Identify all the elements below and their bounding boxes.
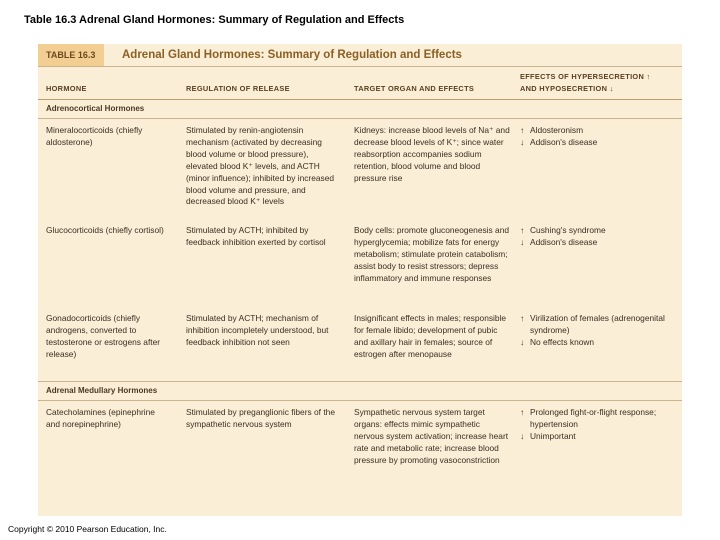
hyposecretion-effect: Addison's disease xyxy=(530,236,598,247)
cell-target: Kidneys: increase blood levels of Na⁺ and decrease blood levels of K⁺; since water reabsorption accompanies sodium retention, blood volume and blood pressure rise xyxy=(354,125,510,183)
column-header-effects-hypo: AND HYPOSECRETION ↓ xyxy=(520,84,614,93)
column-header-effects-hyper: EFFECTS OF HYPERSECRETION ↑ xyxy=(520,72,651,81)
cell-target: Body cells: promote gluconeogenesis and hyperglycemia; mobilize fats for energy metabolism; stimulate protein catabolism; assist body to resist stressors; depress inflammatory and immune responses xyxy=(354,225,510,283)
table-title: Adrenal Gland Hormones: Summary of Regulation and Effects xyxy=(122,49,462,61)
cell-effects xyxy=(520,125,680,149)
section-header-medullary xyxy=(38,382,682,401)
cell-target: Insignificant effects in males; responsible for female libido; development of pubic and axillary hair in females; source of estrogen after menopause xyxy=(354,313,507,359)
down-arrow-icon: ↓ xyxy=(520,236,525,247)
cell-hormone: Catecholamines (epinephrine and norepinephrine) xyxy=(46,407,155,429)
cell-regulation: Stimulated by ACTH; inhibited by feedback inhibition exerted by cortisol xyxy=(186,225,326,247)
up-arrow-icon: ↑ xyxy=(520,313,525,323)
up-arrow-icon: ↑ xyxy=(520,225,525,235)
cell-effects xyxy=(520,225,680,249)
section-title: Adrenal Medullary Hormones xyxy=(46,386,158,395)
cell-hormone: Mineralocorticoids (chiefly aldosterone) xyxy=(46,125,143,147)
table-header-bar xyxy=(38,44,682,67)
hyposecretion-effect: Unimportant xyxy=(530,430,576,441)
cell-target: Sympathetic nervous system target organs: effects mimic sympathetic nervous system activation; increase heart rate and metabolic rate; increase blood pressure by promoting vasoconstriction xyxy=(354,407,509,465)
table-row xyxy=(38,119,682,219)
table-row xyxy=(38,401,682,493)
adrenal-hormone-table xyxy=(38,44,682,516)
section-header-adrenocortical xyxy=(38,100,682,119)
up-arrow-icon: ↑ xyxy=(520,125,525,135)
table-number-label: TABLE 16.3 xyxy=(38,44,104,66)
hyposecretion-effect: No effects known xyxy=(530,336,595,347)
cell-effects xyxy=(520,407,680,443)
column-header-regulation: REGULATION OF RELEASE xyxy=(186,84,290,93)
column-headers xyxy=(38,67,682,100)
cell-hormone: Glucocorticoids (chiefly cortisol) xyxy=(46,225,164,235)
cell-regulation: Stimulated by preganglionic fibers of the sympathetic nervous system xyxy=(186,407,335,429)
down-arrow-icon: ↓ xyxy=(520,336,525,347)
cell-hormone: Gonadocorticoids (chiefly androgens, converted to testosterone or estrogens after release) xyxy=(46,313,161,359)
section-title: Adrenocortical Hormones xyxy=(46,104,145,113)
hypersecretion-effect: Aldosteronism xyxy=(530,125,584,135)
down-arrow-icon: ↓ xyxy=(520,136,525,147)
copyright-notice: Copyright © 2010 Pearson Education, Inc. xyxy=(8,524,167,534)
hyposecretion-effect: Addison's disease xyxy=(530,136,598,147)
cell-regulation: Stimulated by renin-angiotensin mechanism (activated by decreasing blood volume or blood pressure), elevated blood K⁺ levels, and ACTH (minor influence); inhibited by increased blood volume and pressure, and decreased blood K⁺ levels xyxy=(186,125,335,207)
column-header-hormone: HORMONE xyxy=(46,84,87,93)
cell-regulation: Stimulated by ACTH; mechanism of inhibition incompletely understood, but feedback inhibition not seen xyxy=(186,313,329,347)
column-header-target: TARGET ORGAN AND EFFECTS xyxy=(354,84,475,93)
hypersecretion-effect: Prolonged fight-or-flight response; hypertension xyxy=(530,407,657,429)
up-arrow-icon: ↑ xyxy=(520,407,525,417)
slide-title: Table 16.3 Adrenal Gland Hormones: Summary of Regulation and Effects xyxy=(24,14,405,26)
hypersecretion-effect: Virilization of females (adrenogenital syndrome) xyxy=(530,313,665,335)
hypersecretion-effect: Cushing's syndrome xyxy=(530,225,606,235)
cell-effects xyxy=(520,313,680,349)
table-row xyxy=(38,307,682,382)
table-row xyxy=(38,219,682,307)
down-arrow-icon: ↓ xyxy=(520,430,525,441)
